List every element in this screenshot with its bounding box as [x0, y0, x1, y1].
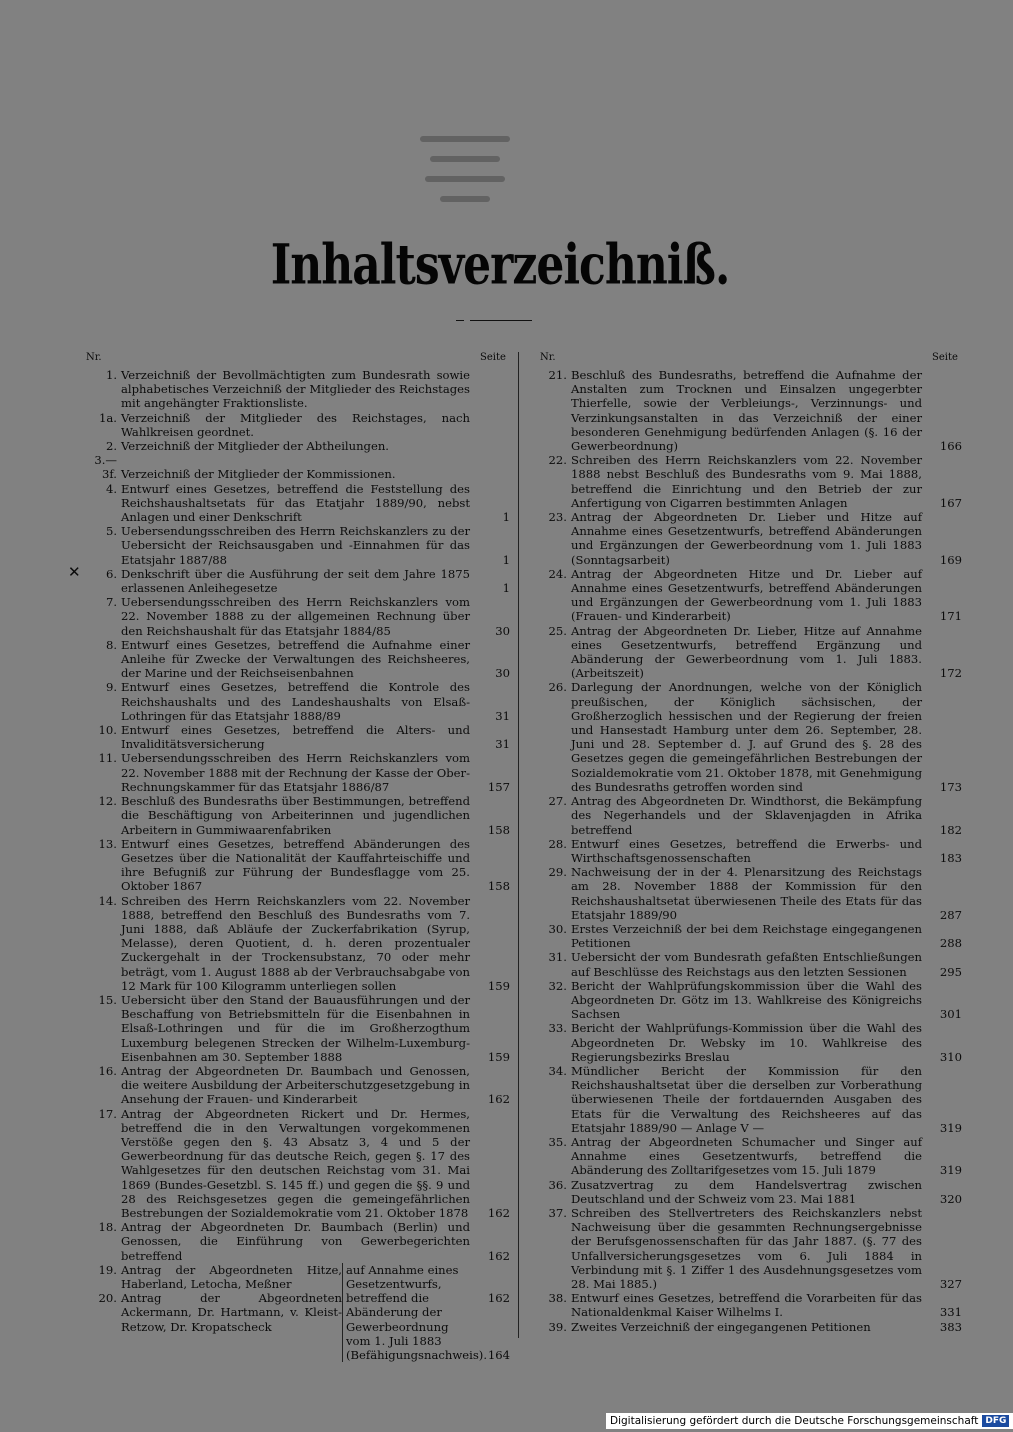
- title-divider: [470, 320, 532, 321]
- entry-text: Uebersendungsschreiben des Herrn Reichskanzlers zu der Uebersicht der Reichsausgaben und -Einnahmen für das Etatsjahr 1887/88: [121, 524, 470, 567]
- entry-text: Entwurf eines Gesetzes, betreffend Abänderungen des Gesetzes über die Nationalität der Kauffahrteischiffe und ihre Befugniß zur Führung der Bundesflagge vom 25. Oktober 1867: [121, 836, 470, 894]
- toc-entry: [534, 680, 962, 794]
- entry-text: Entwurf eines Gesetzes, betreffend die Vorarbeiten für das Nationaldenkmal Kaiser Wilhelms I.: [571, 1291, 922, 1320]
- shared-entry-text: auf Annahme eines Gesetzentwurfs, betreffend die Abänderung der Gewerbeordnung vom 1. Juli 1883 (Befähigungsnachweis). 162 164: [342, 1263, 510, 1362]
- toc-entry: [84, 638, 510, 681]
- toc-entry: [534, 865, 962, 922]
- toc-entry: [84, 1107, 510, 1221]
- entry-number: 1.: [105, 368, 117, 382]
- library-stamp: [390, 122, 540, 222]
- entry-page: 310: [939, 1049, 962, 1064]
- entry-text: Uebersendungsschreiben des Herrn Reichskanzlers vom 22. November 1888 mit der Rechnung der Kasse der Ober-Rechnungskammer für das Etatsjahr 1886/87: [121, 751, 470, 794]
- entry-number: 8.: [105, 637, 117, 652]
- entry-text: Entwurf eines Gesetzes, betreffend die Erwerbs- und Wirthschaftsgenossenschaften: [571, 836, 922, 865]
- toc-entry: [84, 680, 510, 723]
- entry-number: 18.: [98, 1220, 117, 1235]
- entry-page: 157: [487, 779, 510, 794]
- entry-number: 12.: [98, 794, 117, 809]
- entry-text: Entwurf eines Gesetzes, betreffend die Kontrole des Reichshaushalts und des Landeshaushalts von Elsaß-Lothringen für das Etatsjahr 1888/89: [121, 680, 470, 723]
- entry-text: Verzeichniß der Mitglieder der Kommissionen.: [121, 467, 396, 482]
- entry-number: 10.: [98, 723, 117, 738]
- entry-page: 169: [939, 552, 962, 567]
- shared-entry-group: [84, 1263, 510, 1362]
- entry-text: Antrag der Abgeordneten Rickert und Dr. Hermes, betreffend die in den Verwaltungen vorgekommenen Verstöße gegen den §. 43 Absatz 3, 4 und 5 der Gewerbeordnung für das deutsche Reich, gegen §. 17 des Wahlgesetzes für den deutschen Reichstag vom 31. Mai 1869 (Bundes-Gesetzbl. S. 145 ff.) und gegen die §§. 9 und 28 des Reichsgesetzes gegen die gemeingefährlichen Bestrebungen der Sozialdemokratie vom 21. Oktober 1878: [121, 1106, 470, 1220]
- toc-entry: [84, 411, 510, 439]
- entry-page: 320: [939, 1191, 962, 1206]
- entry-page: 173: [939, 779, 962, 794]
- column-divider: [518, 352, 519, 1338]
- entry-page: 162: [487, 1092, 510, 1107]
- left-column: [68, 368, 510, 1363]
- entry-text: Entwurf eines Gesetzes, betreffend die Feststellung des Reichshaushaltsetats für das Etatjahr 1889/90, nebst Anlagen und einer Denkschrift: [121, 481, 470, 525]
- entry-text: Schreiben des Herrn Reichskanzlers vom 22. November 1888 nebst Beschluß des Bundesraths vom 9. Mai 1888, betreffend die Einrichtung und den Betrieb der zur Anfertigung von Cigarren bestimmten Anlagen: [571, 453, 922, 510]
- entry-page: 182: [939, 822, 962, 837]
- entry-page: 30: [495, 623, 510, 638]
- footer-text: Digitalisierung gefördert durch die Deutsche Forschungsgemeinschaft: [610, 1415, 979, 1427]
- entry-text: Antrag der Abgeordneten Schumacher und Singer auf Annahme eines Gesetzentwurfs, betreffend die Abänderung des Zolltarifgesetzes vom 15. Juli 1879: [571, 1134, 922, 1178]
- entry-text: Erstes Verzeichniß der bei dem Reichstage eingegangenen Petitionen: [571, 921, 922, 951]
- entry-text: Darlegung der Anordnungen, welche von der Königlich preußischen, der Königlich sächsischen, der Großherzoglich hessischen und der Regierung der freien und Hansestadt Hamburg unter dem 26. September, 28. Juni und 28. September d. J. auf Grund des §. 28 des Gesetzes gegen die gemeingefährlichen Bestrebungen der Sozialdemokratie vom 21. Oktober 1878, mit Genehmigung des Bundesraths getroffen worden sind: [571, 680, 922, 794]
- entry-text: Bericht der Wahlprüfungskommission über die Wahl des Abgeordneten Dr. Götz im 13. Wahlkreise des Königreichs Sachsen: [571, 978, 922, 1022]
- toc-entry: [534, 950, 962, 978]
- entry-page: 287: [939, 907, 962, 922]
- entry-page: 159: [487, 1049, 510, 1064]
- entry-text: Bericht der Wahlprüfungs-Kommission über die Wahl des Abgeordneten Dr. Websky im 10. Wahlkreise des Regierungsbezirks Breslau: [571, 1021, 922, 1064]
- entry-number: 34.: [548, 1063, 567, 1078]
- entry-text: Antrag der Abgeordneten Dr. Lieber und Hitze auf Annahme eines Gesetzentwurfs, betreffend Abänderungen und Ergänzungen der Gewerbeordnung vom 1. Juli 1883 (Sonntagsarbeit): [571, 510, 922, 567]
- toc-entry: [84, 1291, 342, 1334]
- entry-text: Denkschrift über die Ausführung der seit dem Jahre 1875 erlassenen Anleihegesetze: [121, 566, 470, 596]
- dfg-logo: DFG: [982, 1415, 1009, 1427]
- toc-entry: [534, 794, 962, 837]
- entry-page: 162: [487, 1248, 510, 1263]
- toc-entry: [534, 368, 962, 453]
- toc-entry: [534, 1064, 962, 1135]
- toc-entry: [84, 524, 510, 567]
- entry-page: 158: [487, 879, 510, 894]
- entry-page: 172: [939, 666, 962, 681]
- entry-number: 30.: [548, 921, 567, 936]
- entry-text: Zusatzvertrag zu dem Handelsvertrag zwischen Deutschland und der Schweiz vom 23. Mai 1881: [571, 1177, 922, 1206]
- entry-text: Antrag der Abgeordneten Dr. Baumbach und Genossen, die weitere Ausbildung der Arbeiterschutzgesetzgebung in Ansehung der Frauen- und Kinderarbeit: [121, 1063, 470, 1107]
- entry-page: 295: [939, 964, 962, 979]
- toc-entry: [534, 1021, 962, 1064]
- entry-text: Verzeichniß der Bevollmächtigten zum Bundesrath sowie alphabetisches Verzeichniß der Mitglieder des Reichstages mit angehängter Fraktionsliste.: [121, 368, 470, 411]
- entry-page: 331: [939, 1305, 962, 1320]
- toc-entry: [84, 894, 510, 993]
- entry-number: 21.: [548, 368, 567, 382]
- entry-number: 24.: [548, 566, 567, 581]
- entry-text: Uebersicht über den Stand der Bauausführungen und der Beschaffung von Betriebsmitteln für die Eisenbahnen in Elsaß-Lothringen und für die im Großherzogthum Luxemburg belegenen Strecken der Wilhelm-Luxemburg-Eisenbahnen am 30. September 1888: [121, 992, 470, 1064]
- entry-number: 7.: [105, 595, 117, 610]
- toc-entry: [84, 453, 510, 481]
- entry-number: 2.: [105, 439, 117, 454]
- entry-text: Antrag der Abgeordneten Hitze, Haberland, Letocha, Meßner: [121, 1262, 342, 1291]
- entry-number: 27.: [548, 794, 567, 809]
- entry-number: 20.: [98, 1291, 117, 1306]
- toc-entry: [84, 368, 510, 411]
- entry-page: 327: [939, 1277, 962, 1291]
- entry-number: 36.: [548, 1177, 567, 1192]
- entry-number: 23.: [548, 510, 567, 525]
- toc-entry: [84, 1064, 510, 1107]
- toc-entry: [534, 979, 962, 1022]
- entry-page: 31: [495, 708, 510, 723]
- toc-entry: [534, 510, 962, 567]
- entry-page: 167: [939, 495, 962, 510]
- entry-text: Antrag des Abgeordneten Dr. Windthorst, die Bekämpfung des Negerhandels und der Sklavenjagden in Afrika betreffend: [571, 794, 922, 837]
- toc-entry: [84, 751, 510, 794]
- entry-number: 28.: [548, 836, 567, 851]
- toc-entry: [84, 723, 510, 751]
- entry-text: Entwurf eines Gesetzes, betreffend die Aufnahme einer Anleihe für Zwecke der Verwaltungen des Reichsheeres, der Marine und der Reichseisenbahnen: [121, 637, 470, 681]
- entry-text: Beschluß des Bundesraths, betreffend die Aufnahme der Anstalten zum Trocknen und Einsalzen ungegerbter Thierfelle, sowie der Verbleiungs-, Verzinnungs- und Verzinkungsanstalten in das Verzeichniß der einer besonderen Genehmigung bedürfenden Anlagen (§. 16 der Gewerbeordnung): [571, 368, 922, 454]
- toc-entry: [534, 1291, 962, 1319]
- entry-page: 166: [939, 439, 962, 454]
- entry-number: 35.: [548, 1134, 567, 1149]
- entry-text: Verzeichniß der Mitglieder des Reichstages, nach Wahlkreisen geordnet.: [121, 410, 470, 439]
- right-nr-header: Nr.: [540, 352, 556, 363]
- entry-text: Schreiben des Herrn Reichskanzlers vom 22. November 1888, betreffend den Beschluß des Bundesraths vom 7. Juni 1888, daß Abläufe der Zuckerfabrikation (Syrup, Melasse), deren Quotient, d. h. deren prozentualer Zuckergehalt in der Trockensubstanz, 70 oder mehr beträgt, vom 1. August 1888 ab der Verbrauchsabgabe von 12 Mark für 100 Kilogramm unterliegen sollen: [121, 893, 470, 993]
- toc-entry: [534, 1178, 962, 1206]
- toc-entry: [534, 837, 962, 865]
- entry-page: 30: [495, 666, 510, 681]
- toc-entry: [84, 482, 510, 525]
- entry-number: 39.: [548, 1319, 567, 1334]
- entry-text: Antrag der Abgeordneten Dr. Lieber, Hitze auf Annahme eines Gesetzentwurfs, betreffend Ergänzung und Abänderung der Gewerbeordnung vom 1. Juli 1883. (Arbeitszeit): [571, 623, 922, 681]
- toc-entry: [534, 1135, 962, 1178]
- toc-entry: [534, 453, 962, 510]
- entry-number: 14.: [98, 893, 117, 908]
- toc-entry: [534, 922, 962, 950]
- entry-number: 16.: [98, 1063, 117, 1078]
- entry-number: 17.: [98, 1106, 117, 1121]
- left-seite-header: Seite: [480, 352, 506, 363]
- toc-entry: [84, 837, 510, 894]
- entry-text: Entwurf eines Gesetzes, betreffend die Alters- und Invaliditätsversicherung: [121, 723, 470, 752]
- toc-entry: [84, 794, 510, 837]
- entry-number: 33.: [548, 1021, 567, 1036]
- entry-text: Nachweisung der in der 4. Plenarsitzung des Reichstags am 28. November 1888 der Kommission für den Reichshaushaltsetat überwiesenen Theile des Etats für das Etatsjahr 1889/90: [571, 865, 922, 922]
- entry-page: 183: [939, 850, 962, 865]
- toc-entry: [534, 567, 962, 624]
- entry-page: 1: [502, 552, 510, 567]
- toc-entry: [84, 1263, 342, 1291]
- toc-entry: [84, 993, 510, 1064]
- entry-number: 15.: [98, 992, 117, 1007]
- entry-number: 9.: [105, 680, 117, 695]
- entry-number: 11.: [98, 751, 117, 766]
- entry-number: 1a.: [99, 410, 117, 425]
- footer-credit: [606, 1413, 1013, 1429]
- entry-page: 1: [502, 581, 510, 596]
- entry-text: Antrag der Abgeordneten Hitze und Dr. Lieber auf Annahme eines Gesetzentwurfs, betreffend Abänderungen und Ergänzungen der Gewerbeordnung vom 1. Juli 1883 (Frauen- und Kinderarbeit): [571, 566, 922, 624]
- toc-entry: [68, 562, 510, 596]
- entry-text: Uebersendungsschreiben des Herrn Reichskanzlers vom 22. November 1888 zu der allgemeinen Rechnung über den Reichshaushalt für das Etatsjahr 1884/85: [121, 595, 470, 638]
- right-seite-header: Seite: [932, 352, 958, 363]
- entry-page: 319: [939, 1120, 962, 1135]
- entry-page: 158: [487, 822, 510, 837]
- entry-number: 37.: [548, 1205, 567, 1220]
- entry-number: 25.: [548, 623, 567, 638]
- entry-number: 5.: [105, 524, 117, 539]
- entry-number: 6.: [105, 566, 117, 581]
- entry-text: Zweites Verzeichniß der eingegangenen Petitionen: [571, 1319, 871, 1334]
- entry-text: Antrag der Abgeordneten Ackermann, Dr. Hartmann, v. Kleist-Retzow, Dr. Kropatscheck: [121, 1291, 342, 1334]
- entry-number: 19.: [98, 1262, 117, 1277]
- left-nr-header: Nr.: [86, 352, 102, 363]
- toc-entry: [534, 1206, 962, 1291]
- toc-entry: [84, 595, 510, 638]
- entry-number: 4.: [105, 481, 117, 496]
- entry-page: 301: [939, 1007, 962, 1022]
- entry-page: 159: [487, 978, 510, 993]
- entry-page: 164: [487, 1348, 510, 1363]
- right-column: [534, 368, 962, 1334]
- entry-page: 319: [939, 1163, 962, 1178]
- entry-page: 162: [487, 1205, 510, 1220]
- entry-page: 171: [939, 609, 962, 624]
- entry-number: 26.: [548, 680, 567, 695]
- entry-page: 383: [939, 1319, 962, 1334]
- entry-number: 13.: [98, 836, 117, 851]
- entry-text: Uebersicht der vom Bundesrath gefaßten Entschließungen auf Beschlüsse des Reichstags aus den letzten Sessionen: [571, 950, 922, 979]
- handwritten-mark: ✕: [68, 562, 81, 581]
- entry-page: 288: [939, 936, 962, 951]
- page-title: Inhaltsverzeichniß.: [270, 233, 730, 298]
- entry-number: 29.: [548, 865, 567, 880]
- toc-entry: [84, 1220, 510, 1263]
- entry-text: Verzeichniß der Mitglieder der Abtheilungen.: [121, 439, 389, 454]
- entry-number: 3.—3f.: [94, 453, 117, 482]
- entry-page: 1: [502, 510, 510, 525]
- entry-text: Mündlicher Bericht der Kommission für den Reichshaushaltsetat über die derselben zur Vorberathung überwiesenen Theile der fortdauernden Ausgaben des Etats für die Verwaltung des Reichsheeres auf das Etatsjahr 1889/90 — Anlage V —: [571, 1063, 922, 1135]
- entry-number: 22.: [548, 453, 567, 468]
- entry-page: 162: [487, 1290, 510, 1305]
- entry-text: Schreiben des Stellvertreters des Reichskanzlers nebst Nachweisung über die gesammten Rechnungsergebnisse der Berufsgenossenschaften für das Jahr 1887. (§. 77 des Unfallversicherungsgesetzes vom 6. Juli 1884 in Verbindung mit §. 1 Ziffer 1 des Ausdehnungsgesetzes vom 28. Mai 1885.): [571, 1205, 922, 1291]
- toc-entry: [84, 439, 510, 453]
- entry-text: Antrag der Abgeordneten Dr. Baumbach (Berlin) und Genossen, die Einführung von Gewerbegerichten betreffend: [121, 1220, 470, 1263]
- entry-number: 38.: [548, 1291, 567, 1306]
- entry-number: 31.: [548, 950, 567, 965]
- entry-text: Beschluß des Bundesraths über Bestimmungen, betreffend die Beschäftigung von Arbeiterinnen und jugendlichen Arbeitern in Gummiwaarenfabriken: [121, 794, 470, 837]
- entry-number: 32.: [548, 978, 567, 993]
- toc-entry: [534, 624, 962, 681]
- entry-page: 31: [495, 737, 510, 752]
- toc-entry: [534, 1320, 962, 1334]
